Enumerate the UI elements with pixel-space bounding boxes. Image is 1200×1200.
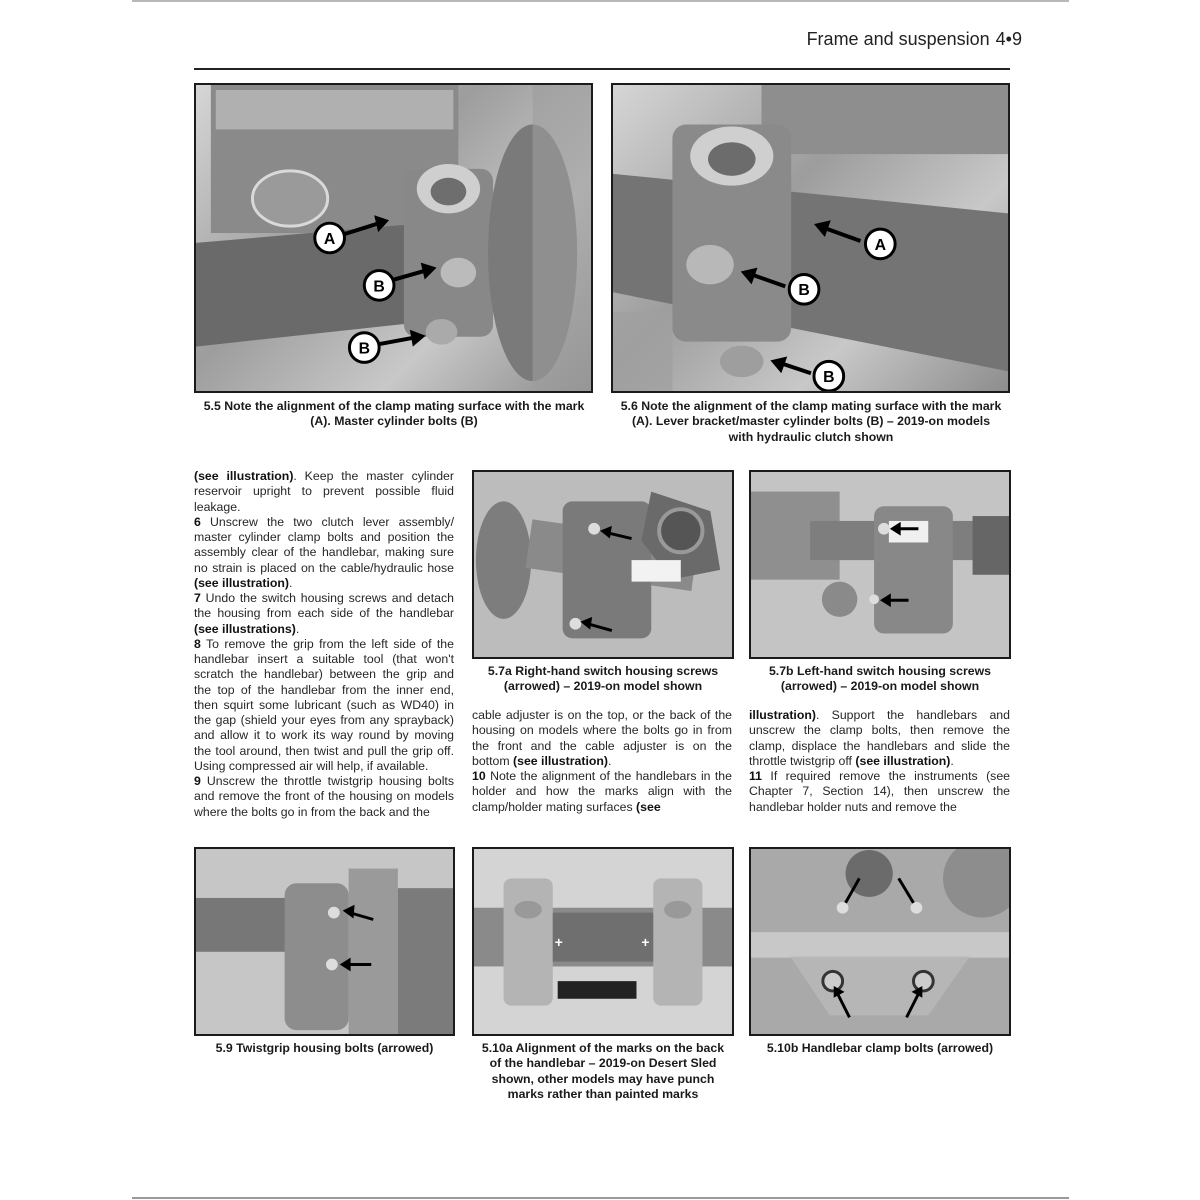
photo-5-9 <box>194 847 455 1036</box>
caption-5-7b: 5.7b Left-hand switch housing screws (arrowed) – 2019-on model shown <box>768 664 992 694</box>
svg-text:A: A <box>323 230 336 248</box>
master-cylinder-clamp-photo <box>196 85 591 391</box>
callout-b-lower <box>770 356 843 391</box>
photo-5-6 <box>611 83 1010 393</box>
header-rule <box>194 68 1010 70</box>
right-switch-housing-photo <box>474 472 732 657</box>
paragraph-5-cont: (see illustration). Keep the master cylinder reservoir upright to prevent possible fluid leakage. <box>194 469 454 514</box>
caption-5-7a: 5.7a Right-hand switch housing screws (arrowed) – 2019-on model shown <box>487 664 719 694</box>
paragraph-7: 7 Undo the switch housing screws and detach the housing from each side of the handlebar (see illustrations). <box>194 591 454 636</box>
caption-5-6: 5.6 Note the alignment of the clamp mating surface with the mark (A). Lever bracket/master cylinder bolts (B) – 2019-on models with hydraulic clutch shown <box>620 399 1002 444</box>
svg-text:B: B <box>373 278 385 296</box>
paragraph-9-cont: cable adjuster is on the top, or the back of the housing on models where the bolts go in from the front and the cable adjuster is on the bottom (see illustration). <box>472 708 732 768</box>
svg-text:B: B <box>798 282 810 300</box>
photo-5-7b <box>749 470 1011 659</box>
page-number: 4•9 <box>995 29 1022 49</box>
handlebar-clamp-bolts-photo <box>751 849 1009 1034</box>
section-title: Frame and suspension <box>806 29 990 49</box>
running-header <box>807 29 1022 50</box>
text-column-3 <box>749 708 1010 815</box>
text-column-1 <box>194 469 454 820</box>
page-bottom-edge <box>132 1197 1069 1199</box>
paint-mark-right: + <box>641 934 650 950</box>
paragraph-11: 11 If required remove the instruments (see Chapter 7, Section 14), then unscrew the handlebar holder nuts and remove the <box>749 769 1010 814</box>
svg-text:A: A <box>874 236 887 254</box>
caption-5-10a: 5.10a Alignment of the marks on the back of the handlebar – 2019-on Desert Sled shown, other models may have punch marks rather than painted marks <box>481 1041 725 1101</box>
svg-text:B: B <box>358 340 371 358</box>
photo-5-10a <box>472 847 734 1036</box>
left-switch-housing-photo <box>751 472 1009 657</box>
photo-5-10b <box>749 847 1011 1036</box>
paragraph-6: 6 Unscrew the two clutch lever assembly/ master cylinder clamp bolts and position the assembly clear of the handlebar, making sure no strain is placed on the cable/hydraulic hose (see illustration). <box>194 514 454 590</box>
paragraph-10: 10 Note the alignment of the handlebars in the holder and how the marks align with the clamp/holder mating surfaces (see <box>472 769 732 814</box>
paragraph-10-cont: illustration). Support the handlebars and unscrew the clamp bolts, then remove the clamp, displace the handlebars and slide the throttle twistgrip off (see illustration). <box>749 708 1010 768</box>
caption-5-9: 5.9 Twistgrip housing bolts (arrowed) <box>215 1041 434 1055</box>
caption-5-10b: 5.10b Handlebar clamp bolts (arrowed) <box>766 1041 994 1055</box>
handlebar-marks-photo <box>474 849 732 1034</box>
photo-5-7a <box>472 470 734 659</box>
svg-text:B: B <box>823 369 835 387</box>
lever-bracket-clamp-photo <box>613 85 1008 391</box>
paint-mark-left: + <box>554 934 563 950</box>
twistgrip-housing-photo <box>196 849 453 1034</box>
paragraph-8: 8 To remove the grip from the left side of the handlebar insert a suitable tool (that won't scratch the handlebar) between the grip and the top of the handlebar from the inner end, then squirt some lubricant (such as WD40) in the gap (shield your eyes from any sprayback) and allow it to work its way round by moving the tool around, then twist and pull the grip off. Using compressed air will help, if available. <box>194 636 454 773</box>
photo-5-5 <box>194 83 593 393</box>
page-top-edge <box>132 0 1069 2</box>
callout-b-lower <box>349 330 425 363</box>
caption-5-5: 5.5 Note the alignment of the clamp mating surface with the mark (A). Master cylinder bolts (B) <box>203 399 585 429</box>
paragraph-9: 9 Unscrew the throttle twistgrip housing bolts and remove the front of the housing on models where the bolts go in from the back and the <box>194 774 454 819</box>
text-column-2 <box>472 708 732 815</box>
